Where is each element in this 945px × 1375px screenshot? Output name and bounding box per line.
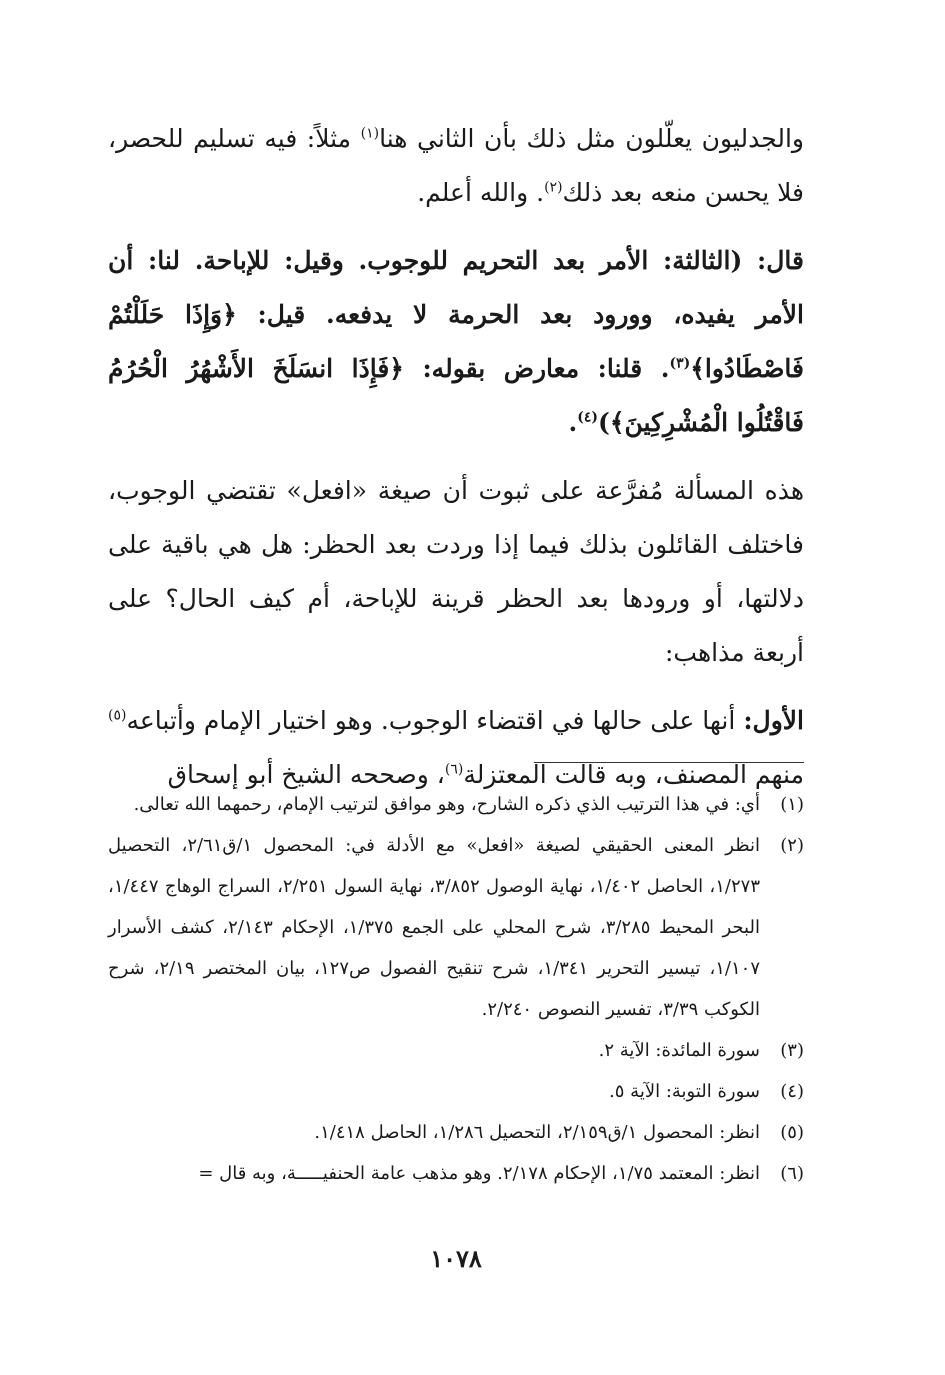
footnotes (108, 784, 804, 1194)
page-number: ١٠٧٨ (430, 1244, 482, 1273)
footnote-3 (108, 1030, 804, 1071)
footnote-text: انظر المعنى الحقيقي لصيغة «افعل» مع الأدلة في: المحصول ١/ق٢/٦١، التحصيل ١/٢٧٣، الحاصل ١/٤٠٢، نهاية الوصول ٣/٨٥٢، نهاية السول ٢/٢٥١، السراج الوهاج ١/٤٤٧، البحر المحيط ٣/٢٨٥، شرح المحلي على الجمع ١/٣٧٥، الإحكام ٢/١٤٣، كشف الأسرار ١/١٠٧، تيسير التحرير ١/٣٤١، شرح تنقيح الفصول ص١٢٧، بيان المختصر ٢/١٩، شرح الكوكب ٣/٣٩، تفسير النصوص ٢/٢٤٠. (108, 835, 761, 1020)
paragraph-3: هذه المسألة مُفرَّعة على ثبوت أن صيغة «افعل» تقتضي الوجوب، فاختلف القائلون بذلك فيما إذا وردت بعد الحظر: هل هي باقية على دلالتها، أو ورودها بعد الحظر قرينة للإباحة، أم كيف الحال؟ على أربعة مذاهب: (108, 476, 804, 667)
footnote-text: سورة المائدة: الآية ٢. (598, 1040, 760, 1061)
footnote-divider (534, 762, 804, 763)
footnote-ref-4[interactable]: (٤) (577, 409, 599, 426)
paragraph-2-quoted-text: قال: (الثالثة: الأمر بعد التحريم للوجوب. وقيل: للإباحة. لنا: أن الأمر يفيده، وورود بعد الحرمة لا يدفعه. قيل: ﴿وَإِذَا حَلَلْتُمْ فَاصْطَادُوا﴾$^{(٣)}$. قلنا: معارض بقوله: ﴿فَإِذَا انسَلَخَ الأَشْهُرُ الْحُرُمُ فَاقْتُلُوا الْمُشْرِكِينَ﴾)$^{(٤)}$. (108, 246, 804, 437)
footnote-1 (108, 784, 804, 825)
footnote-number: (٦) (780, 1163, 804, 1184)
footnote-5 (108, 1112, 804, 1153)
footnote-number: (٢) (780, 835, 804, 856)
paragraph-4-lead: الأول: (743, 706, 804, 735)
footnote-4 (108, 1071, 804, 1112)
footnote-text: سورة التوبة: الآية ٥. (609, 1081, 760, 1102)
footnote-ref-6[interactable]: (٦) (444, 761, 464, 778)
footnote-text: أي: في هذا الترتيب الذي ذكره الشارح، وهو موافق لترتيب الإمام، رحمهما الله تعالى. (133, 794, 760, 815)
footnote-number: (١) (780, 794, 804, 815)
main-text (108, 112, 804, 802)
book-page (108, 112, 804, 1273)
footnote-6 (108, 1153, 804, 1194)
footnote-ref-1[interactable]: (١) (360, 125, 380, 142)
footnote-2 (108, 825, 804, 1030)
footnote-text: انظر: المعتمد ١/٧٥، الإحكام ٢/١٧٨. وهو مذهب عامة الحنفيـــــة، وبه قال = (198, 1163, 760, 1184)
footnote-ref-5[interactable]: (٥) (108, 707, 127, 724)
footnote-number: (٤) (780, 1081, 804, 1102)
footnote-text: انظر: المحصول ١/ق٢/١٥٩، التحصيل ١/٢٨٦، الحاصل ١/٤١٨. (314, 1122, 760, 1143)
paragraph-1: والجدليون يعلّلون مثل ذلك بأن الثاني هنا$^{(١)}$ مثلاً: فيه تسليم للحصر، فلا يحسن منعه بعد ذلك$^{(٢)}$. والله أعلم. (108, 124, 804, 207)
footnote-ref-3[interactable]: (٣) (669, 355, 691, 372)
footnote-number: (٣) (780, 1040, 804, 1061)
footnote-number: (٥) (780, 1122, 804, 1143)
paragraph-4: الأول: أنها على حالها في اقتضاء الوجوب. وهو اختيار الإمام وأتباعه$^{(٥)}$ منهم المصنف، وبه قالت المعتزلة$^{(٦)}$، وصححه الشيخ أبو إسحاق (108, 706, 804, 789)
footnote-ref-2[interactable]: (٢) (544, 179, 563, 196)
